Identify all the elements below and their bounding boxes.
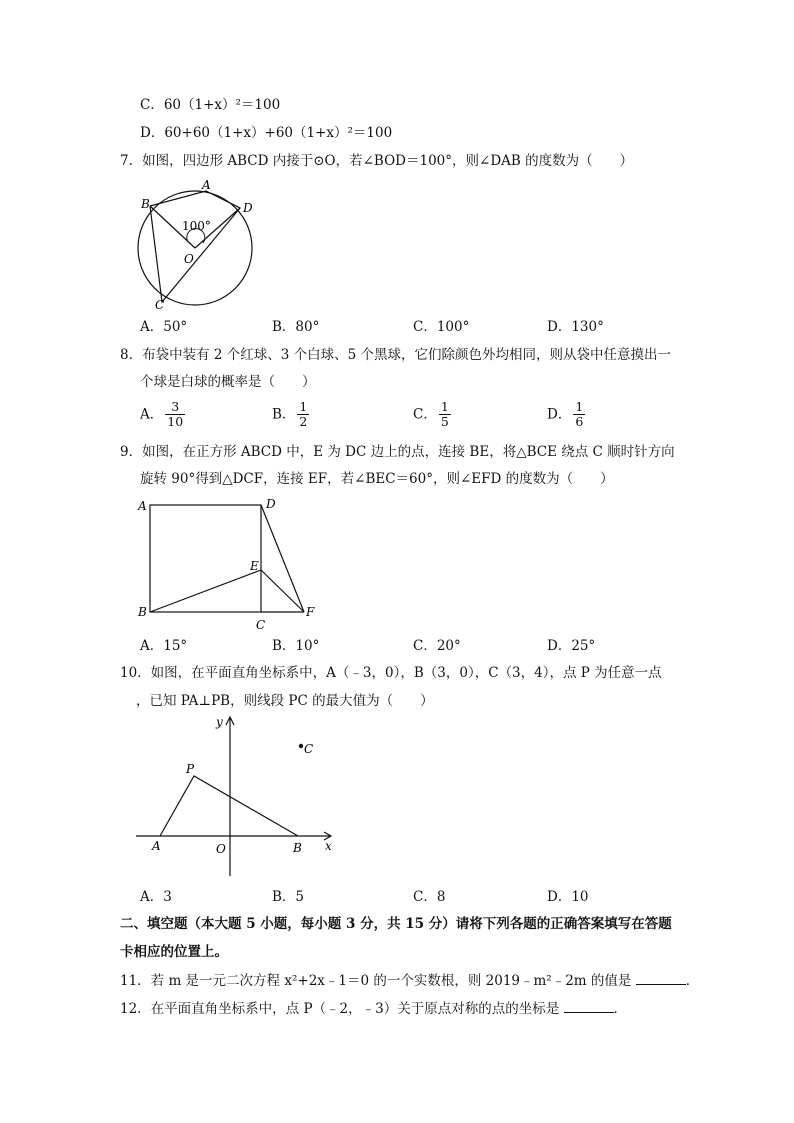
q9-stem-line1: 9．如图，在正方形 ABCD 中，E 为 DC 边上的点，连接 BE，将△BCE 绕点 C 顺时针方向 (120, 444, 675, 460)
q7-angle-label: 100° (182, 219, 211, 233)
q7-stem: 7．如图，四边形 ABCD 内接于⊙O，若∠BOD＝100°，则∠DAB 的度数为（ ） (120, 153, 634, 169)
q11-end: ． (685, 973, 700, 989)
q8-option-d-den: 6 (575, 414, 584, 429)
q7-label-o: O (184, 252, 194, 266)
q7-label-b: B (141, 197, 150, 211)
q8-option-b-den: 2 (299, 414, 308, 429)
q9-label-d: D (266, 497, 276, 511)
q8-option-a-letter: A． (140, 406, 164, 423)
q10-label-c: C (304, 742, 314, 756)
q8-option-a-den: 10 (167, 414, 184, 429)
q10-option-d: D．10 (547, 889, 589, 905)
q8-option-c (413, 400, 451, 429)
q9-option-a: A．15° (140, 638, 188, 654)
q9-label-c: C (256, 618, 266, 632)
q11-answer-blank[interactable] (636, 970, 686, 985)
q8-option-a-num: 3 (165, 400, 185, 415)
q9-label-e: E (250, 559, 259, 573)
q10-point-c (299, 744, 303, 748)
q8-option-d-num: 1 (575, 399, 584, 414)
q7-quadrilateral (150, 191, 240, 302)
q9-segment-ef (261, 570, 304, 612)
q9-stem-line2: 旋转 90°得到△DCF，连接 EF，若∠BEC＝60°，则∠EFD 的度数为（ ） (140, 471, 614, 487)
q10-option-b: B．5 (272, 889, 305, 905)
q10-triangle-apb (160, 776, 298, 836)
q9-segment-be (150, 570, 261, 612)
q9-label-f: F (306, 605, 315, 619)
q11-text: 11．若 m 是一元二次方程 x²+2x﹣1＝0 的一个实数根，则 2019﹣m²﹣2m 的值是 (120, 973, 632, 989)
q9-label-a: A (138, 499, 147, 513)
q9-label-b: B (138, 605, 147, 619)
q12-line (120, 998, 627, 1018)
q6-option-d: D．60+60（1+x）+60（1+x）²＝100 (140, 125, 393, 141)
q12-end: ． (613, 1001, 628, 1017)
q8-option-c-den: 5 (440, 414, 449, 429)
q10-label-y: y (216, 715, 223, 729)
q10-stem-line2: ，已知 PA⊥PB，则线段 PC 的最大值为（ ） (136, 693, 434, 709)
q7-option-c: C．100° (413, 319, 470, 335)
q8-option-d (547, 400, 585, 429)
q8-option-a (140, 400, 185, 429)
q12-text: 12．在平面直角坐标系中，点 P（﹣2，﹣3）关于原点对称的点的坐标是 (120, 1001, 560, 1017)
q7-option-b: B．80° (272, 319, 320, 335)
q9-option-c: C．20° (413, 638, 461, 654)
q8-option-c-letter: C． (413, 406, 437, 423)
q8-option-b (272, 400, 309, 429)
q11-line (120, 970, 699, 990)
q9-segment-df (261, 505, 304, 612)
q8-option-a-fraction (165, 400, 185, 429)
q7-label-c: C (155, 298, 165, 312)
q9-figure (134, 496, 324, 636)
q7-figure (130, 178, 260, 313)
q9-option-d: D．25° (547, 638, 596, 654)
q12-answer-blank[interactable] (564, 998, 614, 1013)
section2-heading-line2: 卡相应的位置上。 (120, 944, 228, 960)
q8-option-d-fraction (573, 400, 585, 429)
q8-option-b-num: 1 (299, 399, 308, 414)
q8-option-b-letter: B． (272, 406, 296, 423)
q8-stem-line2: 个球是白球的概率是（ ） (140, 374, 316, 390)
q6-option-c: C．60（1+x）²＝100 (140, 97, 281, 113)
q9-square (150, 505, 261, 612)
q8-option-b-fraction (297, 400, 309, 429)
q7-option-d: D．130° (547, 319, 604, 335)
q7-label-d: D (243, 201, 253, 215)
q10-label-b: B (293, 841, 302, 855)
q9-option-b: B．10° (272, 638, 320, 654)
q8-option-c-num: 1 (440, 399, 449, 414)
q10-label-a: A (152, 839, 161, 853)
q10-label-x: x (325, 839, 332, 853)
q10-label-p: P (186, 762, 195, 776)
q10-stem-line1: 10．如图，在平面直角坐标系中，A（﹣3，0），B（3，0），C（3，4），点 P 为任意一点 (120, 665, 662, 681)
q10-label-o: O (216, 842, 226, 856)
q8-option-c-fraction (439, 400, 451, 429)
q7-label-a: A (202, 178, 211, 192)
q10-figure (134, 713, 344, 878)
q7-option-a: A．50° (140, 319, 188, 335)
q10-option-c: C．8 (413, 889, 446, 905)
q8-option-d-letter: D． (547, 406, 572, 423)
q8-stem-line1: 8．布袋中装有 2 个红球、3 个白球、5 个黑球，它们除颜色外均相同，则从袋中任意摸出一 (120, 347, 672, 363)
section2-heading-line1: 二、填空题（本大题 5 小题，每小题 3 分，共 15 分）请将下列各题的正确答案填写在答题 (120, 916, 672, 932)
q10-option-a: A．3 (140, 889, 172, 905)
